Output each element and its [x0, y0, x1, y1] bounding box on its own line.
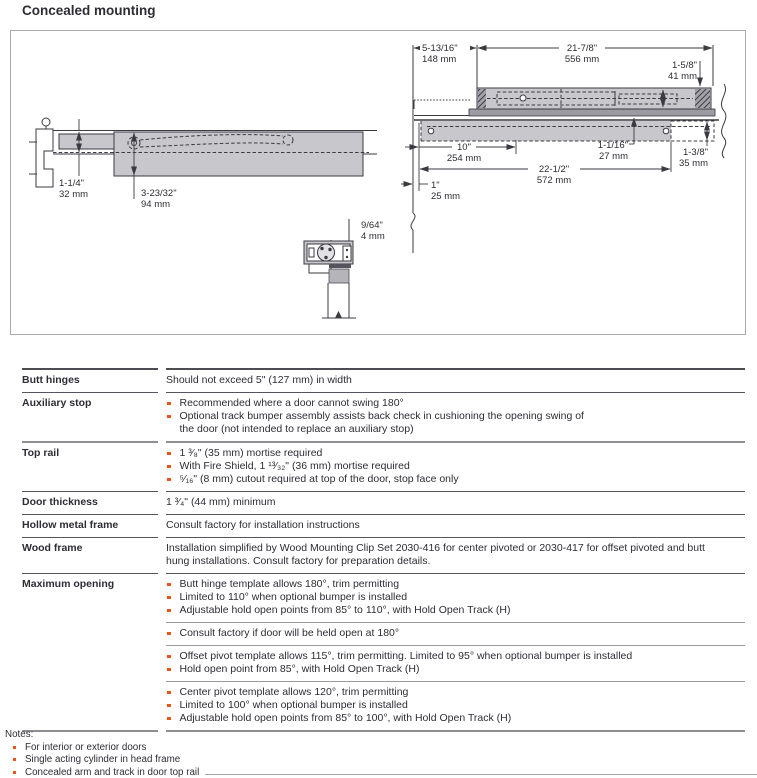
- row-label: Hollow metal frame: [22, 514, 158, 537]
- bullet-icon: [167, 596, 171, 600]
- notes-heading: Notes:: [5, 729, 34, 740]
- spec-table: [22, 368, 745, 732]
- list-item: [166, 578, 745, 591]
- note-text: Single acting cylinder in head frame: [25, 754, 181, 765]
- dim-41-in: 1-5/8": [671, 60, 697, 71]
- list-item: [166, 447, 745, 460]
- bullet-icon: [167, 655, 171, 659]
- row-value: [166, 537, 745, 573]
- dim-94-mm: 94 mm: [141, 199, 171, 210]
- list-item-text: Optional track bumper assembly assists back check in cushioning the opening swing of the door (not intended to replace an auxiliary stop): [179, 410, 584, 435]
- dim-148-in: 5-13/16": [422, 43, 458, 54]
- row-value: Consult factory for installation instructions: [166, 514, 745, 537]
- bullet-group: [166, 645, 745, 681]
- row-value: Should not exceed 5" (127 mm) in width: [166, 368, 745, 392]
- dim-35-mm: 35 mm: [678, 158, 708, 169]
- dim-94-in: 3-23/32": [141, 188, 177, 199]
- list-item-text: Adjustable hold open points from 85° to 110°, with Hold Open Track (H): [179, 604, 511, 616]
- bullet-icon: [13, 746, 16, 749]
- row-value: 1 ³⁄₄" (44 mm) minimum: [166, 491, 745, 514]
- row-value-text: Installation simplified by Wood Mounting Clip Set 2030-416 for center pivoted or 2030-417 for offset pivoted and butt hung installations. Consult factory for preparation details.: [166, 542, 705, 567]
- dim-148-mm: 148 mm: [422, 54, 457, 65]
- dim-head-setback: [414, 42, 476, 65]
- mounting-diagram: [10, 30, 746, 335]
- list-item: [166, 410, 745, 436]
- page-title: Concealed mounting: [22, 3, 156, 18]
- bullet-icon: [167, 402, 171, 406]
- dim-25-in: 1": [431, 180, 440, 191]
- dim-door-gap: [401, 180, 460, 202]
- note-item: [5, 754, 199, 767]
- bullet-group: [166, 681, 745, 730]
- dim-572-mm: 572 mm: [536, 175, 572, 186]
- footer-rule: [205, 774, 757, 775]
- list-item: [166, 397, 745, 410]
- dim-254-mm: 254 mm: [446, 153, 482, 164]
- bullet-icon: [167, 632, 171, 636]
- bullet-icon: [167, 668, 171, 672]
- dim-556-mm: 556 mm: [564, 54, 600, 65]
- list-item: [166, 663, 745, 676]
- bullet-icon: [167, 452, 171, 456]
- dim-32-mm: 32 mm: [59, 189, 89, 200]
- list-item-text: 1 ³⁄₈" (35 mm) mortise required: [179, 447, 323, 459]
- note-text: Concealed arm and track in door top rail: [25, 766, 200, 778]
- diagram-svg: [11, 31, 745, 334]
- notes-section: [5, 729, 199, 778]
- dim-41-mm: 41 mm: [667, 71, 697, 82]
- dim-25-mm: 25 mm: [431, 191, 461, 202]
- list-item-text: Adjustable hold open points from 85° to 100°, with Hold Open Track (H): [179, 712, 512, 724]
- bullet-icon: [13, 771, 16, 774]
- list-item: [166, 686, 745, 699]
- list-item-text: Center pivot template allows 120°, trim permitting: [179, 686, 409, 698]
- bullet-icon: [167, 465, 171, 469]
- list-item-text: Limited to 110° when optional bumper is installed: [179, 591, 408, 603]
- dim-rail-thickness: [59, 119, 88, 200]
- list-item: [166, 712, 745, 725]
- bullet-icon: [167, 415, 171, 419]
- list-item-text: Limited to 100° when optional bumper is installed: [179, 699, 408, 711]
- note-item: [5, 742, 199, 755]
- row-label: Door thickness: [22, 491, 158, 514]
- bullet-icon: [167, 704, 171, 708]
- row-label: Butt hinges: [22, 368, 158, 392]
- row-label: Wood frame: [22, 537, 158, 573]
- list-item: [166, 627, 745, 640]
- bullet-icon: [167, 583, 171, 587]
- dim-556-in: 21-7/8": [566, 43, 598, 54]
- list-item: [166, 460, 745, 473]
- table-row-auxiliary-stop: [22, 392, 745, 441]
- row-value: [166, 573, 745, 730]
- row-label: Top rail: [22, 441, 158, 491]
- list-item: [166, 699, 745, 712]
- dim-27-in: 1-1/16": [597, 140, 628, 151]
- bullet-icon: [167, 717, 171, 721]
- dim-572-in: 22-1/2": [538, 164, 570, 175]
- list-item: [166, 473, 745, 486]
- bullet-icon: [167, 691, 171, 695]
- list-item-text: Offset pivot template allows 115°, trim permitting. Limited to 95° when optional bumper is installed: [179, 650, 633, 662]
- list-item-text: Recommended where a door cannot swing 180°: [179, 397, 404, 409]
- table-row-wood-frame: [22, 537, 745, 573]
- list-item-text: Hold open point from 85°, with Hold Open Track (H): [179, 663, 420, 675]
- dim-4-mm: 4 mm: [361, 231, 385, 242]
- dim-254-in: 10": [457, 142, 471, 153]
- bullet-icon: [13, 758, 16, 761]
- dim-27-mm: 27 mm: [598, 151, 628, 162]
- list-item: [166, 650, 745, 663]
- dim-4-in: 9/64": [361, 220, 383, 231]
- row-label: Auxiliary stop: [22, 392, 158, 441]
- table-row-top-rail: [22, 441, 745, 491]
- list-item: [166, 604, 745, 617]
- dim-32-in: 1-1/4": [59, 178, 85, 189]
- list-item-text: Consult factory if door will be held open at 180°: [179, 627, 400, 639]
- bullet-group: [166, 622, 745, 645]
- plan-view: [29, 118, 377, 210]
- note-item: [5, 767, 199, 778]
- section-view: [304, 219, 385, 318]
- table-row-door-thickness: [22, 491, 745, 514]
- bullet-icon: [167, 609, 171, 613]
- row-value: [166, 441, 745, 491]
- bullet-group: [166, 574, 745, 622]
- elevation-view: [401, 42, 726, 253]
- list-item-text: ⁵⁄₁₆" (8 mm) cutout required at top of the door, stop face only: [179, 473, 459, 485]
- table-row-butt-hinges: [22, 368, 745, 392]
- list-item: [166, 591, 745, 604]
- row-value: [166, 392, 745, 441]
- list-item-text: With Fire Shield, 1 ¹³⁄₃₂" (36 mm) mortise required: [179, 460, 410, 472]
- table-row-hollow-metal-frame: [22, 514, 745, 537]
- note-text: For interior or exterior doors: [25, 741, 147, 753]
- list-item-text: Butt hinge template allows 180°, trim permitting: [179, 578, 400, 590]
- row-label: Maximum opening: [22, 573, 158, 730]
- table-row-maximum-opening: [22, 573, 745, 730]
- bullet-icon: [167, 478, 171, 482]
- dim-35-in: 1-3/8": [682, 147, 708, 158]
